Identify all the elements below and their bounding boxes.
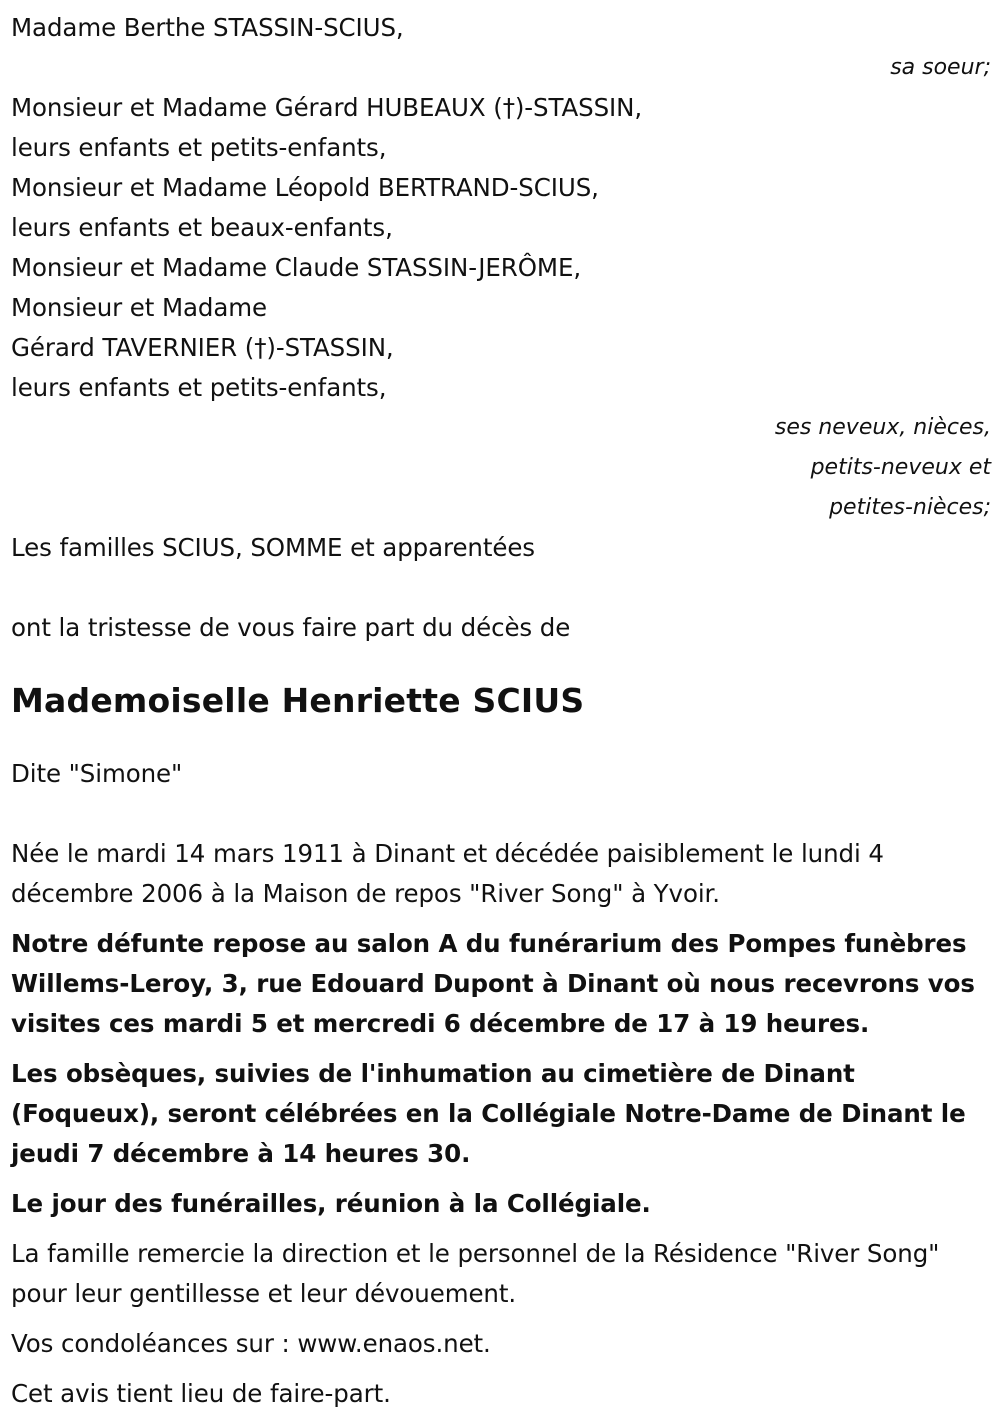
birth-death-info: Née le mardi 14 mars 1911 à Dinant et décédée paisiblement le lundi 4 décembre 2006 à la Maison de repos "River Song" à Yvoir. <box>11 839 884 908</box>
relative-line: Monsieur et Madame <box>11 293 268 322</box>
thanks-text: La famille remercie la direction et le personnel de la Résidence "River Song" pour leur gentillesse et leur dévouement. <box>11 1239 940 1308</box>
other-families: Les familles SCIUS, SOMME et apparentées <box>11 533 535 562</box>
sister-relation: sa soeur; <box>890 55 991 80</box>
visitation-info: Notre défunte repose au salon A du funérarium des Pompes funèbres Willems-Leroy, 3, rue Edouard Dupont à Dinant où nous recevrons vos visites ces mardi 5 et mercredi 6 décembre de 17 à 19 heures. <box>11 929 975 1038</box>
relative-line: leurs enfants et petits-enfants, <box>11 133 387 162</box>
announcement-text: ont la tristesse de vous faire part du décès de <box>11 613 571 642</box>
sister-name: Madame Berthe STASSIN-SCIUS, <box>11 13 404 42</box>
relative-line: leurs enfants et petits-enfants, <box>11 373 387 402</box>
meeting-info: Le jour des funérailles, réunion à la Collégiale. <box>11 1189 651 1218</box>
relation-line: petits-neveux et <box>810 455 991 480</box>
deceased-nickname: Dite "Simone" <box>11 759 183 788</box>
relation-line: ses neveux, nièces, <box>774 415 991 440</box>
funeral-info: Les obsèques, suivies de l'inhumation au cimetière de Dinant (Foqueux), seront célébrées en la Collégiale Notre-Dame de Dinant le jeudi 7 décembre à 14 heures 30. <box>11 1059 966 1168</box>
relatives-list <box>11 88 991 408</box>
relative-line: leurs enfants et beaux-enfants, <box>11 213 393 242</box>
relatives-relation <box>11 408 991 528</box>
condolences-text: Vos condoléances sur : www.enaos.net. <box>11 1329 491 1358</box>
deceased-name: Mademoiselle Henriette SCIUS <box>11 681 585 720</box>
relation-line: petites-nièces; <box>829 495 991 520</box>
obituary-notice <box>11 8 991 1414</box>
notice-text: Cet avis tient lieu de faire-part. <box>11 1379 391 1408</box>
relative-line: Monsieur et Madame Gérard HUBEAUX (†)-STASSIN, <box>11 93 643 122</box>
relative-line: Monsieur et Madame Léopold BERTRAND-SCIUS, <box>11 173 599 202</box>
relative-line: Gérard TAVERNIER (†)-STASSIN, <box>11 333 394 362</box>
relative-line: Monsieur et Madame Claude STASSIN-JERÔME, <box>11 253 582 282</box>
